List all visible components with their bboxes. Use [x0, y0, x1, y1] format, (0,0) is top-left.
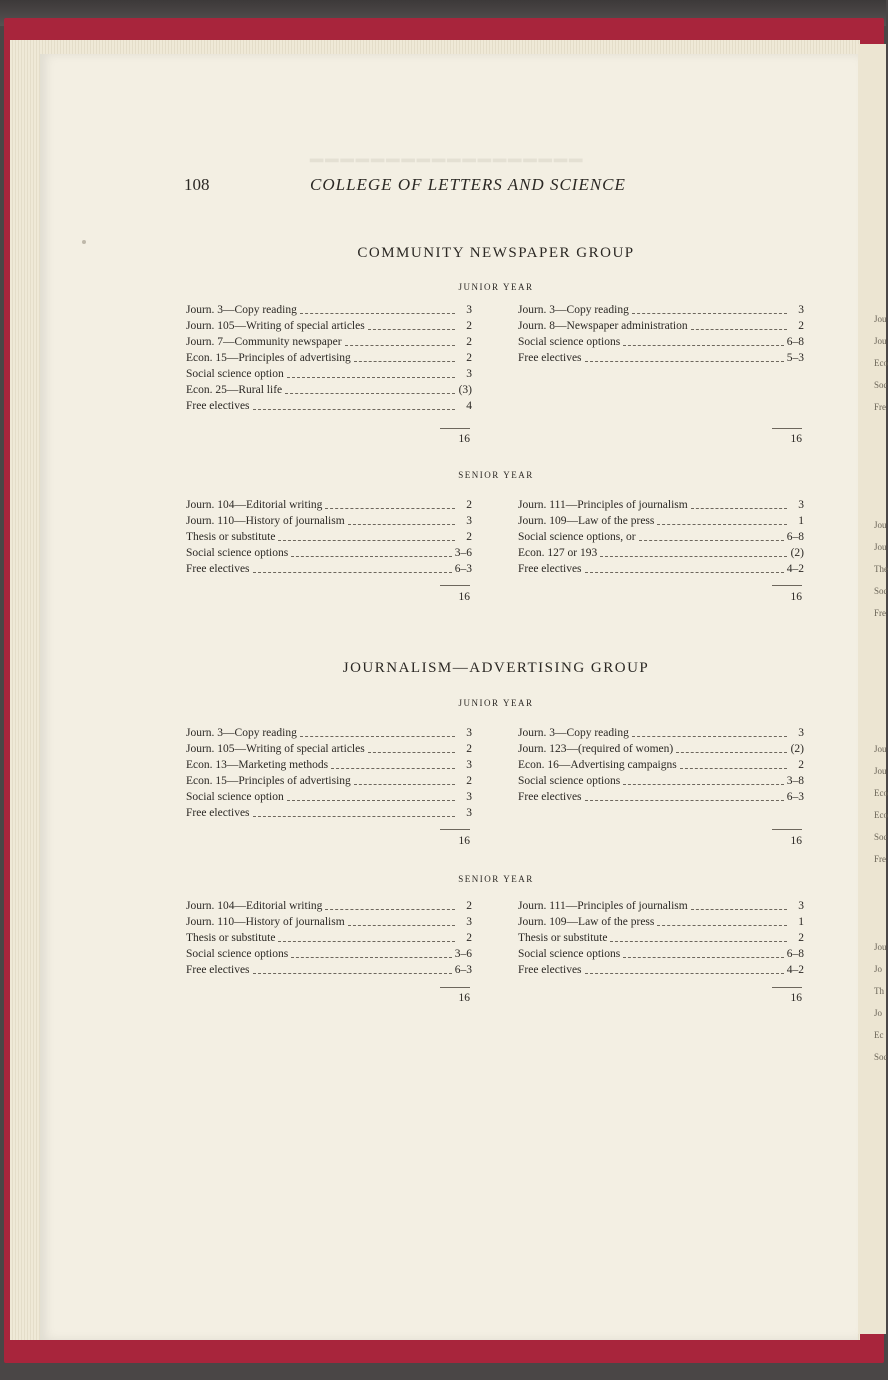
course-row: Journ. 3—Copy reading 3 — [186, 727, 472, 739]
total-rule — [440, 829, 470, 830]
course-row: Journ. 110—History of journalism 3 — [186, 515, 472, 527]
year-heading-junior: JUNIOR YEAR — [458, 282, 534, 292]
course-row: Free electives 4 — [186, 400, 472, 412]
course-row: Journ. 105—Writing of special articles 2 — [186, 743, 472, 755]
course-row: Free electives 6–3 — [186, 563, 472, 575]
year-heading-senior: SENIOR YEAR — [458, 874, 534, 884]
course-list-right — [518, 302, 804, 366]
course-row: Journ. 109—Law of the press 1 — [518, 916, 804, 928]
total-rule — [440, 428, 470, 429]
course-list-right — [518, 497, 804, 577]
course-list-left — [186, 497, 472, 577]
course-row: Journ. 111—Principles of journalism 3 — [518, 900, 804, 912]
course-list-left — [186, 725, 472, 821]
course-row: Journ. 109—Law of the press 1 — [518, 515, 804, 527]
total-credits: 16 — [790, 835, 802, 847]
course-row: Thesis or substitute 2 — [186, 531, 472, 543]
course-row: Journ. 3—Copy reading 3 — [518, 304, 804, 316]
course-row: Journ. 110—History of journalism 3 — [186, 916, 472, 928]
course-list-left — [186, 898, 472, 978]
total-rule — [772, 987, 802, 988]
course-row: Social science options 3–6 — [186, 547, 472, 559]
course-row: Thesis or substitute 2 — [186, 932, 472, 944]
course-row: Social science option 3 — [186, 791, 472, 803]
total-credits: 16 — [790, 591, 802, 603]
course-list-right — [518, 725, 804, 805]
page-header — [184, 175, 824, 199]
total-credits: 16 — [458, 992, 470, 1004]
course-row: Social science option 3 — [186, 368, 472, 380]
course-row: Journ. 3—Copy reading 3 — [518, 727, 804, 739]
total-rule — [772, 585, 802, 586]
course-row: Free electives 6–3 — [186, 964, 472, 976]
course-row: Thesis or substitute 2 — [518, 932, 804, 944]
course-row: Social science options 3–6 — [186, 948, 472, 960]
course-row: Journ. 111—Principles of journalism 3 — [518, 499, 804, 511]
year-heading-junior: JUNIOR YEAR — [458, 698, 534, 708]
course-row: Journ. 8—Newspaper administration 2 — [518, 320, 804, 332]
course-list-left — [186, 302, 472, 414]
course-row: Free electives 5–3 — [518, 352, 804, 364]
course-row: Social science options 3–8 — [518, 775, 804, 787]
group-heading-community-newspaper: COMMUNITY NEWSPAPER GROUP — [357, 245, 635, 261]
page-number: 108 — [184, 175, 210, 194]
total-credits: 16 — [790, 992, 802, 1004]
course-row: Free electives 4–2 — [518, 964, 804, 976]
course-row: Journ. 7—Community newspaper 2 — [186, 336, 472, 348]
total-rule — [440, 987, 470, 988]
total-credits: 16 — [790, 433, 802, 445]
course-row: Econ. 127 or 193 (2) — [518, 547, 804, 559]
course-row: Social science options 6–8 — [518, 948, 804, 960]
course-row: Free electives 6–3 — [518, 791, 804, 803]
total-rule — [772, 428, 802, 429]
course-row: Econ. 13—Marketing methods 3 — [186, 759, 472, 771]
course-row: Free electives 4–2 — [518, 563, 804, 575]
course-row: Econ. 15—Principles of advertising 2 — [186, 352, 472, 364]
course-row: Journ. 104—Editorial writing 2 — [186, 499, 472, 511]
course-row: Journ. 123—(required of women) (2) — [518, 743, 804, 755]
course-row: Journ. 105—Writing of special articles 2 — [186, 320, 472, 332]
course-row: Free electives 3 — [186, 807, 472, 819]
group-heading-journalism-advertising: JOURNALISM—ADVERTISING GROUP — [342, 660, 650, 676]
course-row: Journ. 104—Editorial writing 2 — [186, 900, 472, 912]
course-row: Social science options, or 6–8 — [518, 531, 804, 543]
year-heading-senior: SENIOR YEAR — [458, 470, 534, 480]
course-list-right — [518, 898, 804, 978]
course-row: Econ. 16—Advertising campaigns 2 — [518, 759, 804, 771]
adjacent-page-edge: Jou Jou Eco Soc Fre Jou Jou The Soc Fre Jou Jou Eco Eco Soc Fre Jou Jo Th Jo Ec Soc — [858, 44, 886, 1334]
bleed-through-text: ━━━━━━━━━━━━━━━━━━ — [310, 148, 585, 173]
course-row: Econ. 25—Rural life (3) — [186, 384, 472, 396]
total-credits: 16 — [458, 591, 470, 603]
running-title: COLLEGE OF LETTERS AND SCIENCE — [310, 175, 626, 194]
course-row: Social science options 6–8 — [518, 336, 804, 348]
total-rule — [440, 585, 470, 586]
total-rule — [772, 829, 802, 830]
course-row: Econ. 15—Principles of advertising 2 — [186, 775, 472, 787]
course-row: Journ. 3—Copy reading 3 — [186, 304, 472, 316]
total-credits: 16 — [458, 835, 470, 847]
total-credits: 16 — [458, 433, 470, 445]
